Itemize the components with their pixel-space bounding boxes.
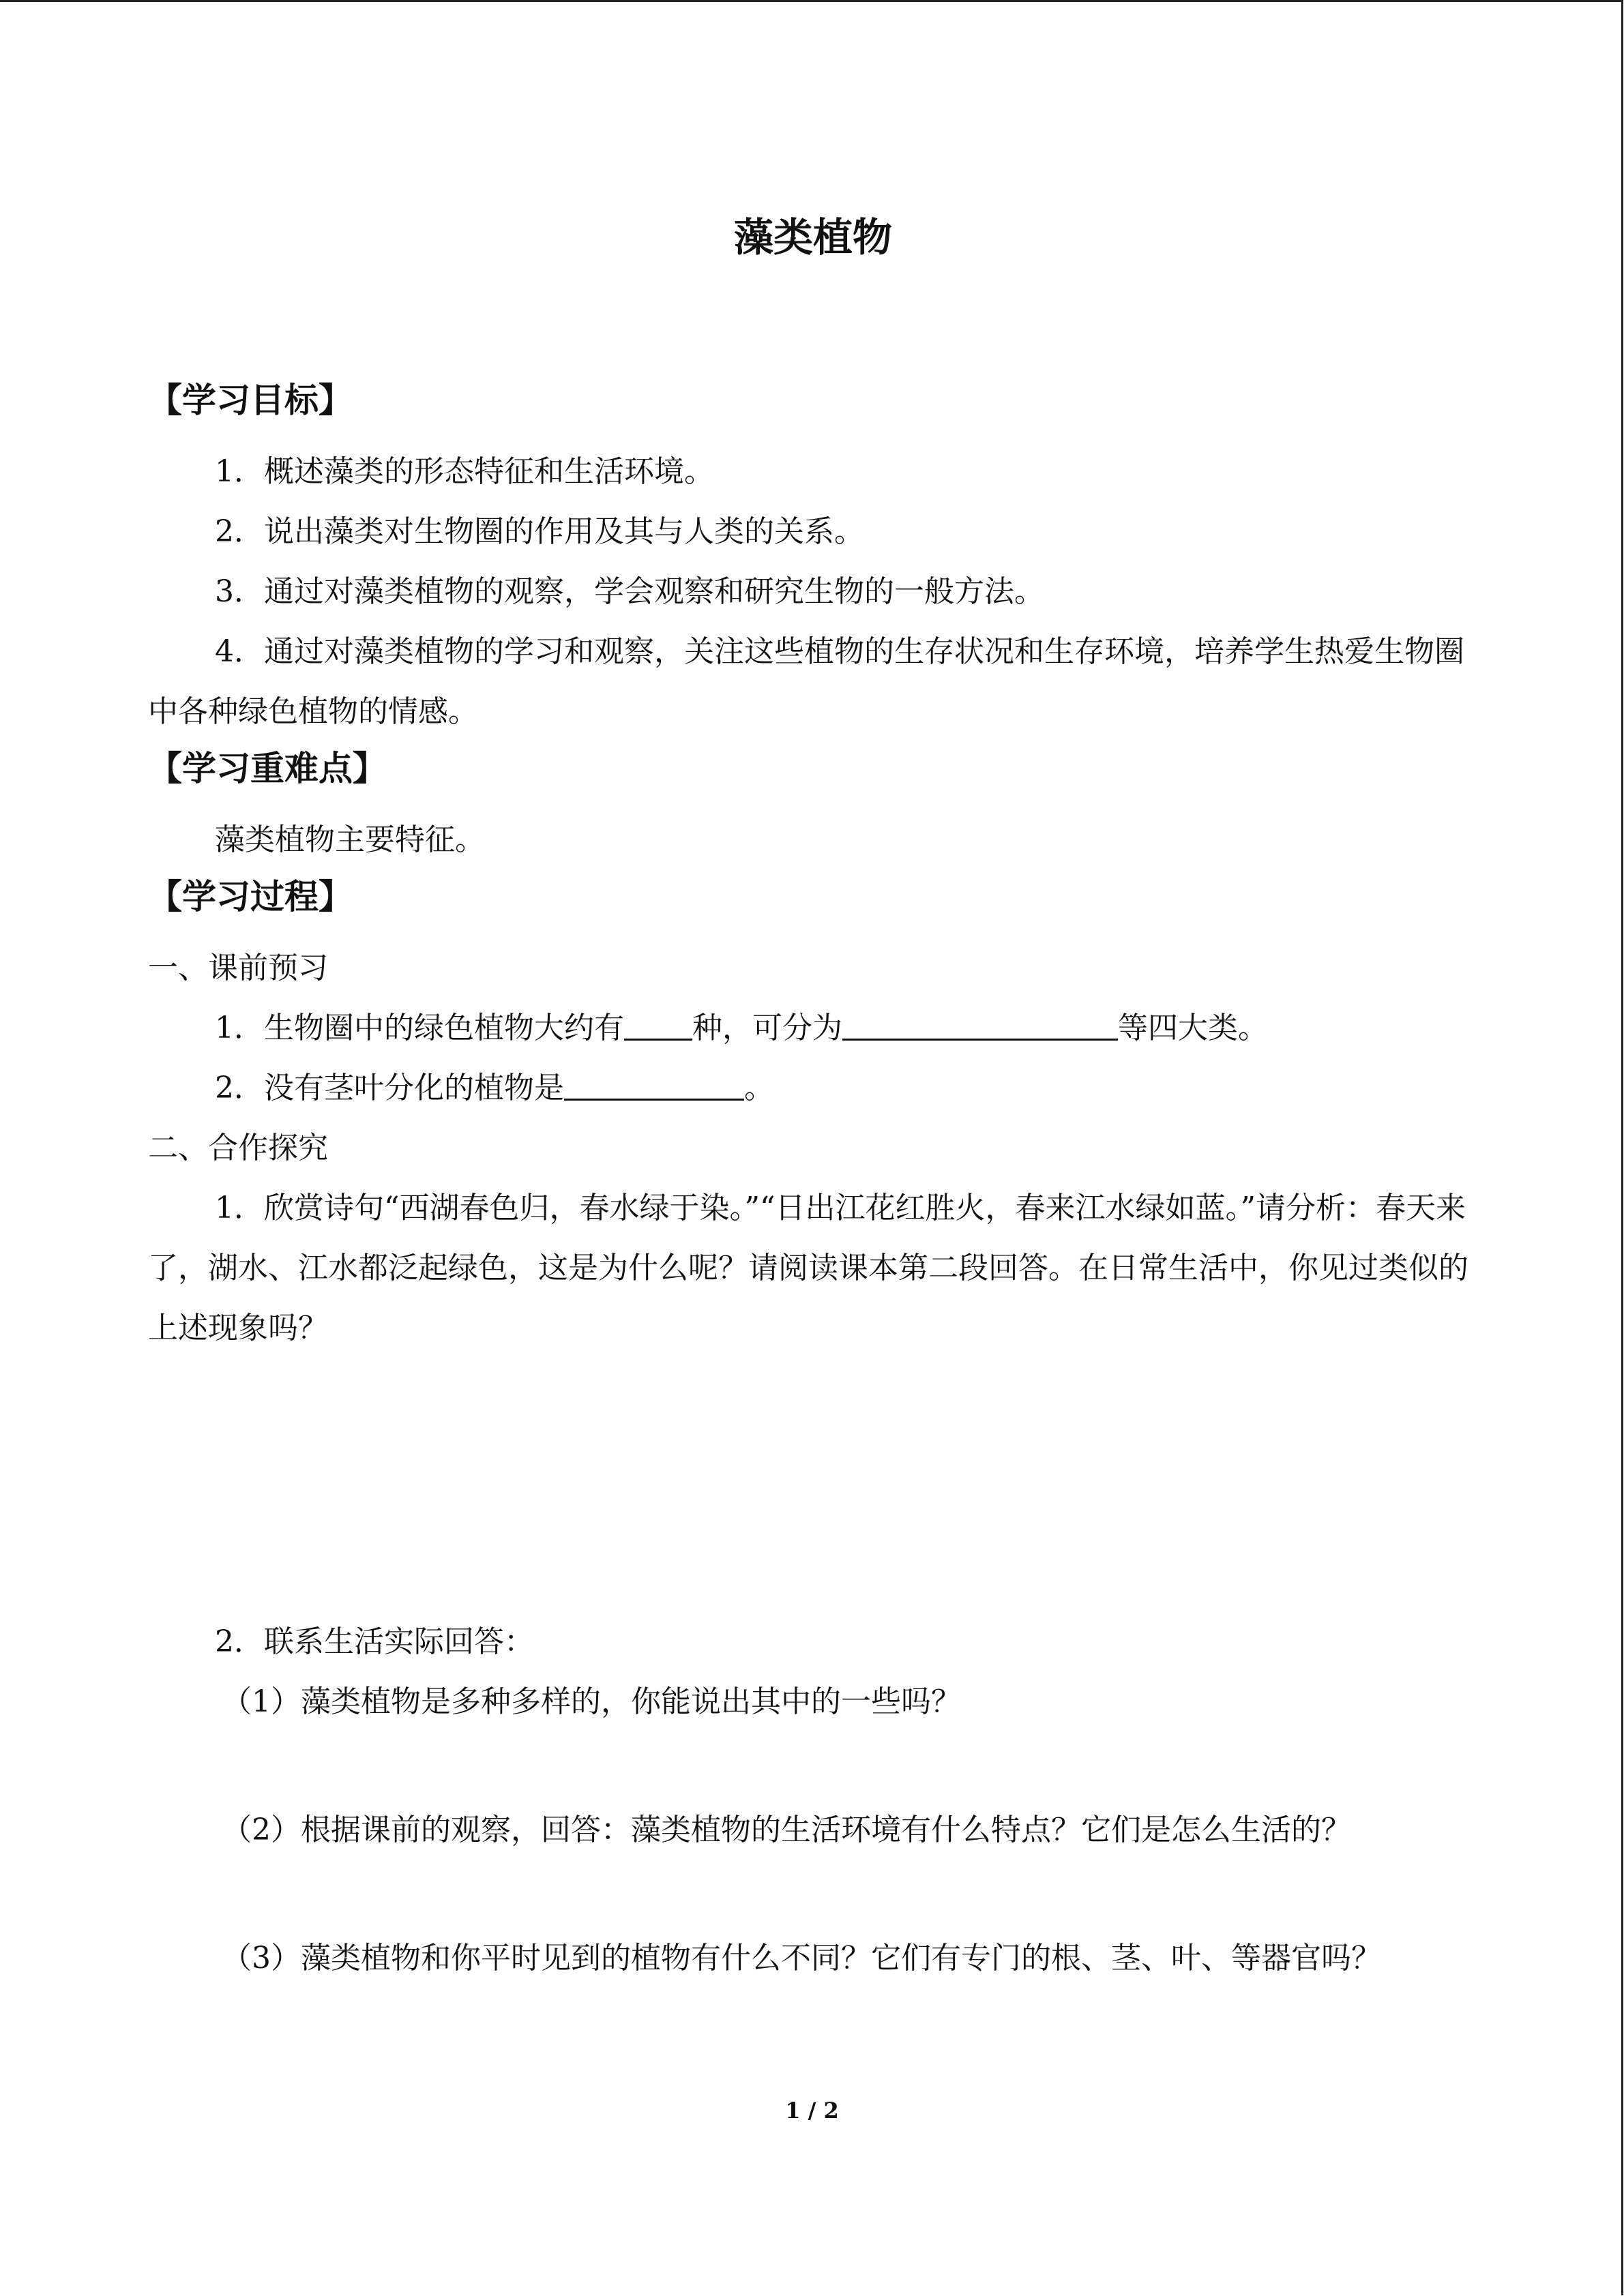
key-points-heading: 【学习重难点】: [148, 749, 387, 788]
explore-title: 二、合作探究: [148, 1131, 328, 1165]
preview-question-2: [148, 1058, 1478, 1118]
preview-q2-text-a: 2．没有茎叶分化的植物是: [215, 1071, 564, 1105]
preview-question-1: [148, 998, 1478, 1058]
explore-question-1: 1．欣赏诗句“西湖春色归，春水绿于染。”“日出江花红胜火，春来江水绿如蓝。”请分析：春天来了，湖水、江水都泛起绿色，这是为什么呢？请阅读课本第二段回答。在日常生活中，你见过类似的上述现象吗？: [148, 1191, 1468, 1345]
explore-question-2: 2．联系生活实际回答：: [215, 1624, 534, 1659]
explore-question-2-sub-2: （2）根据课前的观察，回答：藻类植物的生活环境有什么特点？它们是怎么生活的？: [222, 1813, 1351, 1847]
preview-q1-text-b: 种，可分为: [692, 1011, 842, 1045]
objective-item-1: 1．概述藻类的形态特征和生活环境。: [215, 454, 714, 489]
preview-q1-text-a: 1．生物圈中的绿色植物大约有: [215, 1011, 624, 1045]
document-title: 藻类植物: [733, 214, 892, 260]
answer-blank-categories[interactable]: [842, 1009, 1118, 1041]
answer-blank-count[interactable]: [624, 1009, 692, 1041]
key-points-text: 藻类植物主要特征。: [215, 822, 485, 857]
explore-question-2-sub-3: （3）藻类植物和你平时见到的植物有什么不同？它们有专门的根、茎、叶、等器官吗？: [222, 1941, 1381, 1976]
process-heading: 【学习过程】: [148, 877, 353, 916]
page-number: 1 / 2: [785, 2098, 839, 2123]
preview-q1-text-c: 等四大类。: [1118, 1011, 1268, 1045]
preview-title: 一、课前预习: [148, 951, 328, 985]
answer-blank-plant-type[interactable]: [564, 1069, 744, 1101]
preview-q2-text-b: 。: [744, 1071, 774, 1105]
objective-item-2: 2．说出藻类对生物圈的作用及其与人类的关系。: [215, 514, 864, 549]
document-body: [148, 205, 1478, 1988]
answer-space-2[interactable]: [148, 1732, 1478, 1800]
spacer: [148, 265, 1478, 374]
answer-space-1[interactable]: [148, 1358, 1478, 1612]
objectives-heading: 【学习目标】: [148, 381, 353, 420]
answer-space-3[interactable]: [148, 1860, 1478, 1928]
objective-item-4: 4．通过对藻类植物的学习和观察，关注这些植物的生存状况和生存环境，培养学生热爱生物圈中各种绿色植物的情感。: [148, 634, 1464, 729]
objective-item-3: 3．通过对藻类植物的观察，学会观察和研究生物的一般方法。: [215, 574, 1044, 609]
explore-question-2-sub-1: （1）藻类植物是多种多样的，你能说出其中的一些吗？: [222, 1684, 961, 1719]
